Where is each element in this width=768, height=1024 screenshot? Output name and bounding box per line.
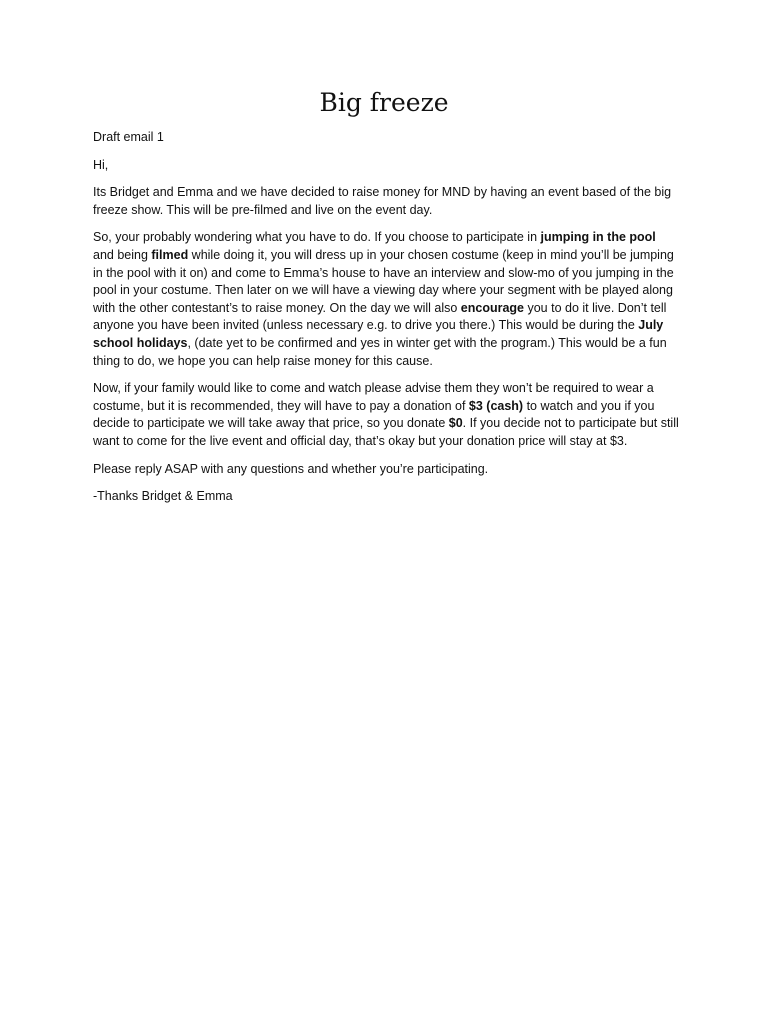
bold-text: $3 (cash): [468, 398, 524, 413]
text-run: you to do it live. Don’t tell anyone you have been invited (unless necessary e.g. to drive you there.) This would be during the: [93, 300, 667, 333]
bold-text: encourage: [460, 300, 524, 315]
text-run: while doing it, you will dress up in your chosen costume (keep in mind you’ll be jumping in the pool with it on) and come to Emma’s house to have an interview and slow-mo of you jumping in the pool in your costume. Then later on we will have a viewing day where your segment with be played along with the other contestant’s to raise money. On the day we will also: [93, 247, 674, 315]
email-body: [93, 129, 679, 516]
text-run: Now, if your family would like to come and watch please advise them they won’t be required to wear a costume, but it is recommended, they will have to pay a donation of: [93, 381, 654, 413]
bold-text: $0: [448, 416, 463, 431]
greeting: Hi,: [93, 157, 109, 172]
text-run: to watch and you if you decide to participate we will take away that price, so you donate: [93, 398, 655, 431]
family-paragraph: [93, 380, 679, 450]
reply-paragraph: Please reply ASAP with any questions and whether you’re participating.: [93, 461, 489, 476]
text-run: , (date yet to be confirmed and yes in winter get with the program.) This would be a fun thing to do, we hope you can help raise money for this cause.: [93, 335, 667, 368]
text-run: So, your probably wondering what you have to do. If you choose to participate in: [93, 230, 541, 245]
bold-text: July school holidays: [93, 318, 664, 350]
text-run: . If you decide not to participate but still want to come for the live event and official day, that’s okay but your donation price will stay at $3.: [93, 416, 679, 448]
signoff: -Thanks Bridget & Emma: [93, 489, 233, 504]
subject-line: Draft email 1: [93, 130, 164, 144]
participation-paragraph: [93, 229, 679, 370]
text-run: and being: [93, 247, 152, 262]
document-title: Big freeze: [319, 88, 449, 117]
bold-text: jumping in the pool: [540, 230, 656, 245]
bold-text: filmed: [151, 247, 189, 262]
intro-paragraph: Its Bridget and Emma and we have decided to raise money for MND by having an event based of the big freeze show. This will be pre-filmed and live on the event day.: [93, 185, 672, 217]
